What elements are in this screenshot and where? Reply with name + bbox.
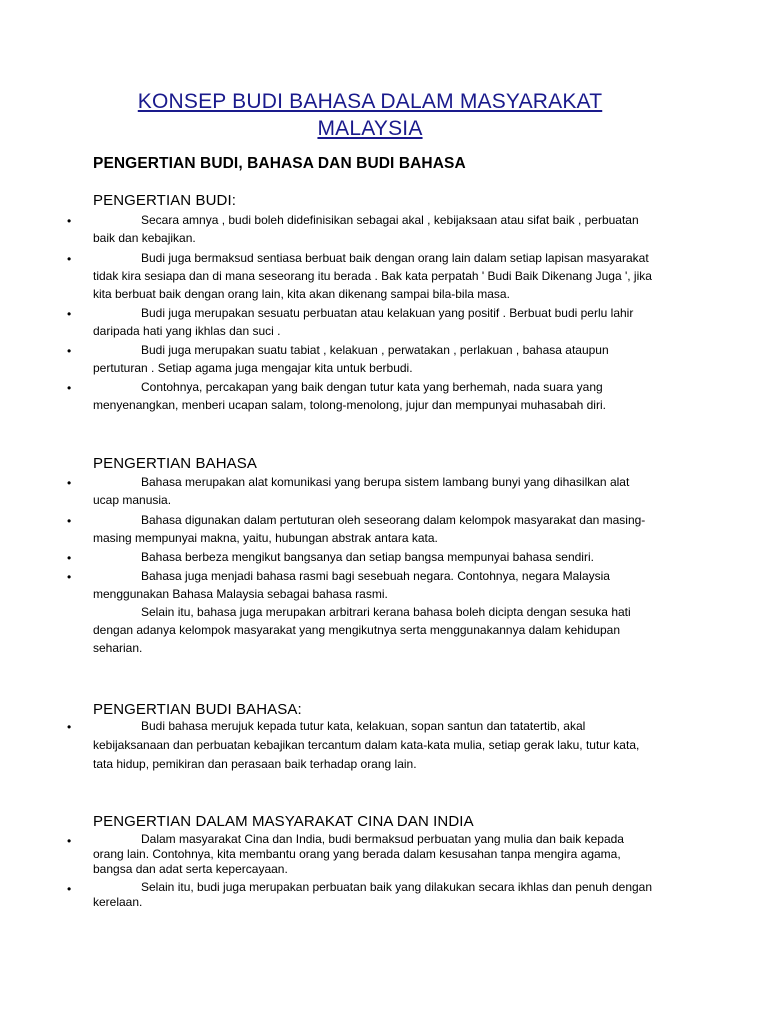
bullet-icon: • [67,570,72,584]
bullet-icon: • [67,307,72,321]
bullet-icon: • [67,344,72,358]
bullet-icon: • [67,882,72,896]
bullet-icon: • [67,514,72,528]
section-heading-budi-bahasa: PENGERTIAN BUDI BAHASA: [93,701,302,718]
bullet-icon: • [67,252,72,266]
list-budi-bahasa [0,717,768,774]
list-item: • Secara amnya , budi boleh didefinisikan sebagai akal , kebijaksaan atau sifat baik , perbuatan baik dan kebajikan. [67,213,639,245]
list-item: • Selain itu, budi juga merupakan perbuatan baik yang dilakukan secara ikhlas dan penuh dengan kerelaan. [67,880,653,909]
section-heading-cina-india: PENGERTIAN DALAM MASYARAKAT CINA DAN INDIA [93,813,474,830]
list-item: • Bahasa juga menjadi bahasa rasmi bagi sesebuah negara. Contohnya, negara Malaysia menggunakan Bahasa Malaysia sebagai bahasa rasmi. [67,569,610,601]
list-bahasa [0,473,768,657]
bullet-icon: • [67,551,72,565]
bullet-icon: • [67,834,72,848]
list-item: • Budi juga merupakan sesuatu perbuatan atau kelakuan yang positif . Berbuat budi perlu lahir daripada hati yang ikhlas dan suci . [67,306,634,338]
list-item: • Budi bahasa merujuk kepada tutur kata, kelakuan, sopan santun dan tatatertib, akal kebijaksanaan dan perbuatan kebajikan tercantum dalam kata-kata mulia, setiap gerak laku, tutur kata, tata hidup, pemikiran dan perasaan baik terhadap orang lain. [67,719,640,771]
section-heading-bahasa: PENGERTIAN BAHASA [93,455,257,472]
list-item: • Bahasa berbeza mengikut bangsanya dan setiap bangsa mempunyai bahasa sendiri. [67,550,594,565]
list-cina-india [0,832,768,913]
list-item: • Contohnya, percakapan yang baik dengan tutur kata yang berhemah, nada suara yang menyenangkan, menberi ucapan salam, tolong-menolong, jujur dan mempunyai muhasabah diri. [67,380,606,412]
bullet-icon: • [67,381,72,395]
list-item: • Dalam masyarakat Cina dan India, budi bermaksud perbuatan yang mulia dan baik kepada orang lain. Contohnya, kita membantu orang yang berada dalam kesusahan tanpa mengira agama, bangsa dan adat serta kepercayaan. [67,832,624,876]
list-item: Selain itu, bahasa juga merupakan arbitrari kerana bahasa boleh dicipta dengan sesuka hati dengan adanya kelompok masyarakat yang mengikutnya serta menggunakannya dalam kehidupan seharian. [93,605,631,655]
list-item: • Budi juga bermaksud sentiasa berbuat baik dengan orang lain dalam setiap lapisan masyarakat tidak kira sesiapa dan di mana seseorang itu berada . Bak kata perpatah ' Budi Baik Dikenang Juga ', jika kita berbuat baik dengan orang lain, kita akan dikenang sampai bila-bila masa. [67,251,652,301]
list-item: • Budi juga merupakan suatu tabiat , kelakuan , perwatakan , perlakuan , bahasa ataupun pertuturan . Setiap agama juga mengajar kita untuk berbudi. [67,343,609,375]
section-heading-budi: PENGERTIAN BUDI: [93,192,237,209]
bullet-icon: • [67,720,72,734]
list-item: • Bahasa merupakan alat komunikasi yang berupa sistem lambang bunyi yang dihasilkan alat ucap manusia. [67,475,630,507]
list-item: • Bahasa digunakan dalam pertuturan oleh seseorang dalam kelompok masyarakat dan masing-masing mempunyai makna, yaitu, hubungan abstrak antara kata. [67,513,646,545]
main-heading: PENGERTIAN BUDI, BAHASA DAN BUDI BAHASA [93,155,466,172]
list-budi [0,211,768,415]
document-title: KONSEP BUDI BAHASA DALAM MASYARAKAT MALAYSIA [137,90,603,140]
bullet-icon: • [67,476,72,490]
bullet-icon: • [67,214,72,228]
